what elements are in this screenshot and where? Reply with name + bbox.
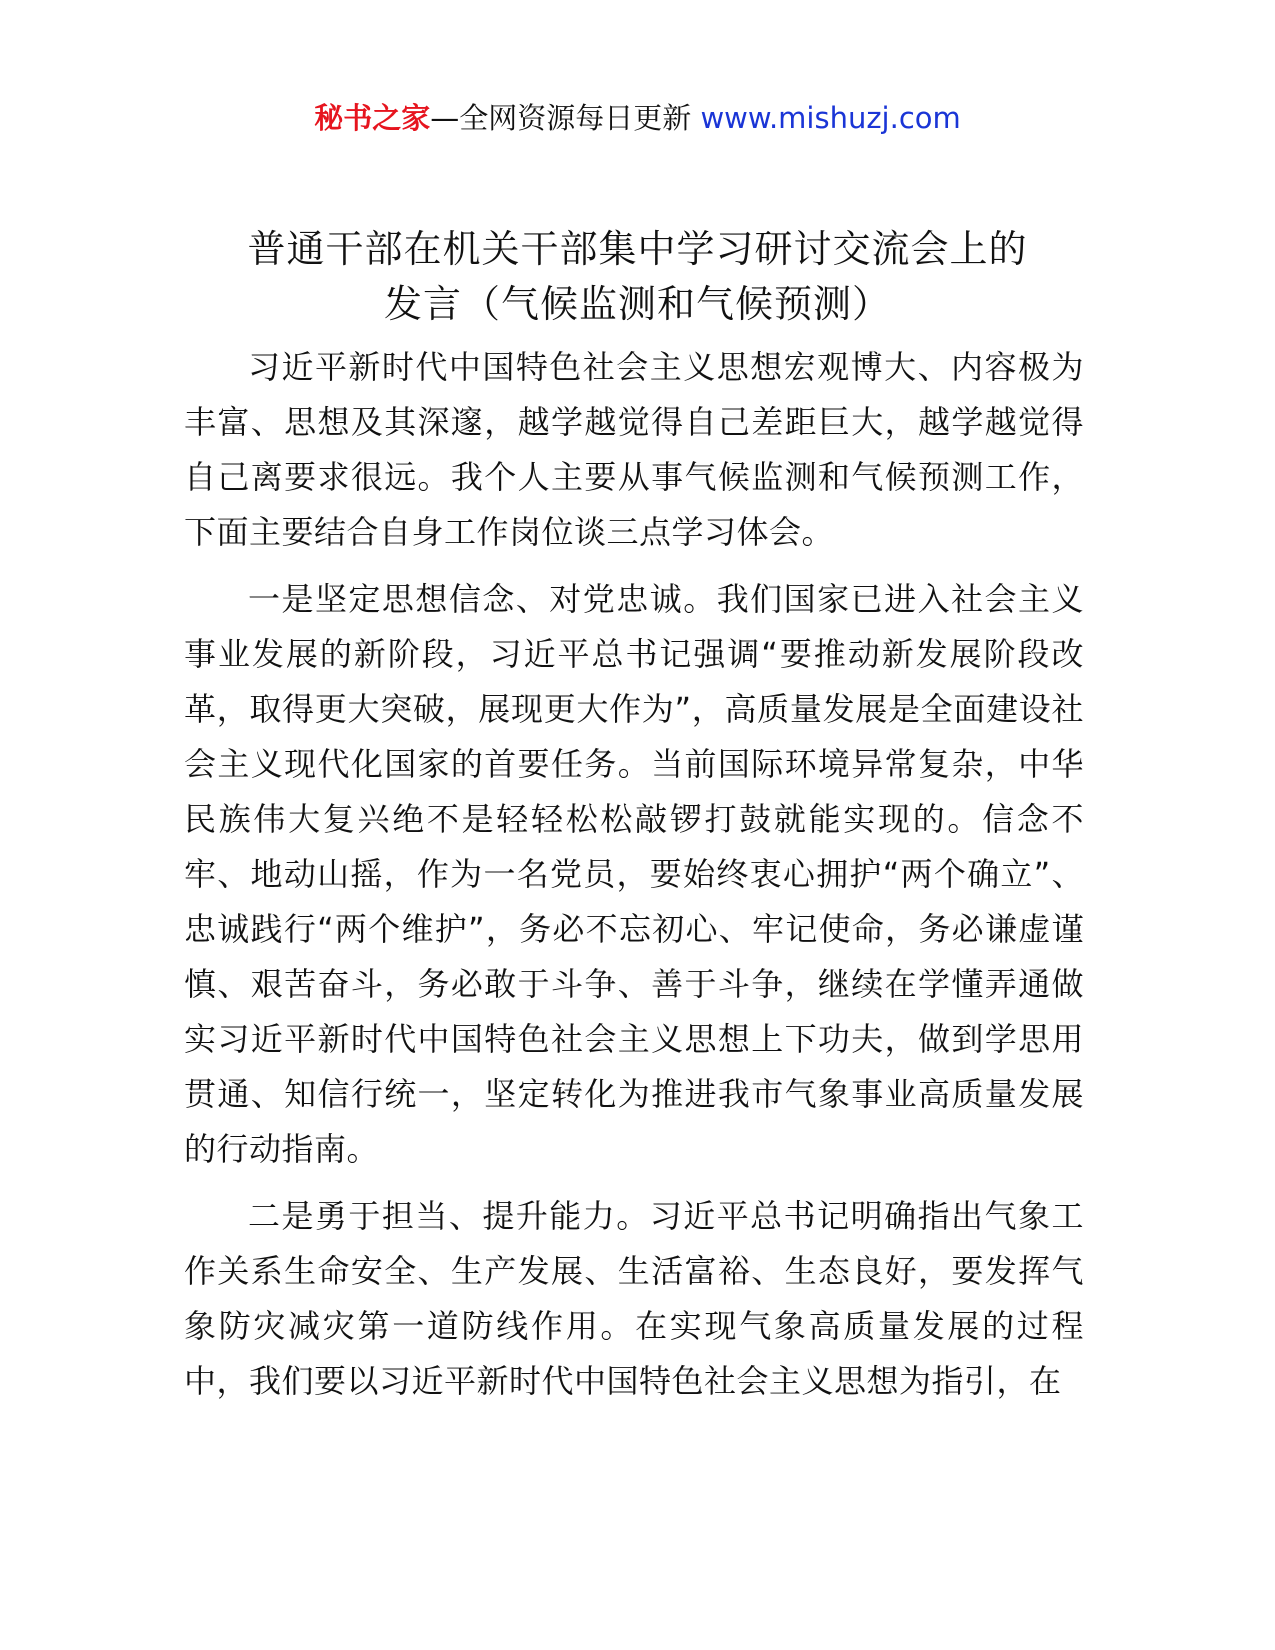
site-url-link[interactable]: www.mishuzj.com — [700, 101, 961, 135]
paragraph-point-2: 二是勇于担当、提升能力。习近平总书记明确指出气象工作关系生命安全、生产发展、生活富裕、生态良好，要发挥气象防灾减灾第一道防线作用。在实现气象高质量发展的过程中，我们要以习近平新时代中国特色社会主义思想为指引，在 — [184, 1197, 1084, 1400]
header-tagline: —全网资源每日更新 — [430, 101, 692, 135]
title-line-2: 发言（气候监测和气候预测） — [383, 282, 891, 326]
title-line-1: 普通干部在机关干部集中学习研讨交流会上的 — [247, 227, 1028, 271]
brand-name: 秘书之家 — [314, 101, 431, 135]
paragraph-intro: 习近平新时代中国特色社会主义思想宏观博大、内容极为丰富、思想及其深邃，越学越觉得自己差距巨大，越学越觉得自己离要求很远。我个人主要从事气候监测和气候预测工作，下面主要结合自身工作岗位谈三点学习体会。 — [184, 348, 1084, 551]
site-header — [0, 98, 1275, 138]
paragraph-point-1: 一是坚定思想信念、对党忠诚。我们国家已进入社会主义事业发展的新阶段，习近平总书记强调“要推动新发展阶段改革，取得更大突破，展现更大作为”，高质量发展是全面建设社会主义现代化国家的首要任务。当前国际环境异常复杂，中华民族伟大复兴绝不是轻轻松松敲锣打鼓就能实现的。信念不牢、地动山摇，作为一名党员，要始终衷心拥护“两个确立”、忠诚践行“两个维护”，务必不忘初心、牢记使命，务必谦虚谨慎、艰苦奋斗，务必敢于斗争、善于斗争，继续在学懂弄通做实习近平新时代中国特色社会主义思想上下功夫，做到学思用贯通、知信行统一，坚定转化为推进我市气象事业高质量发展的行动指南。 — [184, 580, 1084, 1168]
document-title — [150, 222, 1125, 332]
document-body — [184, 340, 1084, 1421]
